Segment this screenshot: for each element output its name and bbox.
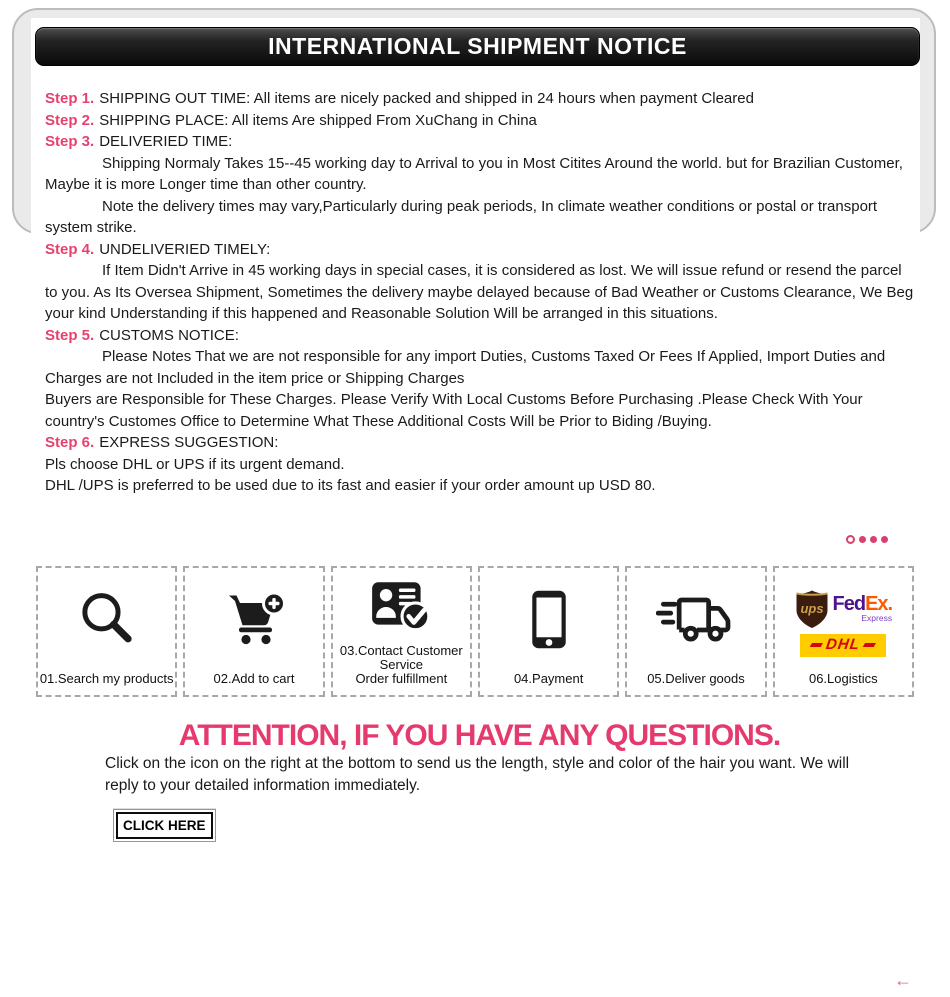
click-here-button[interactable]: CLICK HERE (113, 809, 216, 843)
step-6 (45, 432, 914, 454)
carousel-dot-icon (846, 535, 855, 544)
step-3-paragraph-1: Shipping Normaly Takes 15--45 working day to Arrival to you in Most Citites Around the world. but for Brazilian Customer, Maybe it is more Longer time than other country. (45, 154, 903, 193)
step-1 (45, 88, 914, 110)
delivery-truck-icon (627, 568, 764, 672)
step-4 (45, 239, 914, 261)
attention-body: Click on the icon on the right at the bottom to send us the length, style and color of the hair you want. We will reply to your detailed information immediately. (105, 754, 850, 794)
step-3-heading: DELIVERIED TIME: (99, 133, 233, 150)
step-4-label: Step 4. (45, 240, 95, 258)
step-5 (45, 325, 914, 347)
ups-logo-icon (795, 589, 829, 629)
page-title: INTERNATIONAL SHIPMENT NOTICE (268, 33, 687, 59)
step-1-label: Step 1. (45, 90, 95, 107)
process-label-add-to-cart: 02.Add to cart (213, 670, 295, 686)
step-3 (45, 131, 914, 153)
dhl-logo-icon: DHL (800, 634, 886, 657)
process-box-deliver (625, 566, 766, 697)
step-3-paragraph-2: Note the delivery times may vary,Particularly during peak periods, In climate weather conditions or postal or transport system strike. (45, 197, 878, 236)
step-6-label: Step 6. (45, 434, 95, 451)
cart-plus-icon (185, 568, 322, 672)
fedex-logo-icon: FedEx. Express (832, 593, 893, 624)
process-label-deliver: 05.Deliver goods (647, 670, 745, 686)
attention-heading: ATTENTION, IF YOU HAVE ANY QUESTIONS. (178, 718, 781, 752)
step-6-heading: EXPRESS SUGGESTION: (99, 434, 279, 451)
step-3-label: Step 3. (45, 133, 95, 150)
carousel-dots (45, 535, 914, 543)
step-6-line-1: Pls choose DHL or UPS if its urgent demand. (45, 455, 345, 473)
process-label-logistics: 06.Logistics (808, 670, 878, 686)
process-box-contact (331, 566, 472, 697)
process-box-payment (478, 566, 619, 697)
step-2-heading: SHIPPING PLACE: All items Are shipped From XuChang in China (99, 111, 537, 129)
process-label-contact: 03.Contact Customer Service Order fulfillment (339, 642, 463, 686)
carousel-dot-icon (859, 536, 866, 543)
logistics-logos (775, 568, 912, 672)
smartphone-icon (480, 568, 617, 672)
process-label-payment: 04.Payment (513, 670, 584, 686)
process-label-search: 01.Search my products (39, 670, 174, 686)
step-5-label: Step 5. (45, 326, 95, 344)
notice-title-bar (35, 27, 920, 66)
process-box-search (36, 566, 177, 697)
magnifier-icon (38, 568, 175, 672)
step-4-heading: UNDELIVERIED TIMELY: (99, 240, 271, 258)
step-5-heading: CUSTOMS NOTICE: (99, 326, 239, 344)
step-4-paragraph-1: If Item Didn't Arrive in 45 working days in special cases, it is considered as lost. We will issue refund or resend the parcel to you. As Its Oversea Shipment, Sometimes the delivery maybe delayed because of Bad Weather or Customs Clearance, We Beg your kind Understanding if this happened and Reasonable Solution Will be arranged in this situations. (45, 262, 914, 322)
step-1-heading: SHIPPING OUT TIME: All items are nicely packed and shipped in 24 hours when payment Cleared (99, 90, 754, 107)
process-steps-row (36, 566, 914, 697)
id-card-check-icon (333, 568, 470, 644)
svg-text:ups: ups (799, 600, 824, 616)
step-2-label: Step 2. (45, 111, 95, 129)
step-5-paragraph-1: Please Notes That we are not responsible for any import Duties, Customs Taxed Or Fees If Applied, Import Duties and Charges are not Included in the item price or Shipping Charges (45, 348, 886, 387)
carousel-dot-icon (870, 536, 877, 543)
step-2 (45, 110, 914, 132)
step-6-line-2: DHL /UPS is preferred to be used due to its fast and easier if your order amount up USD 80. (45, 477, 656, 494)
carousel-dot-icon (881, 536, 888, 543)
process-box-logistics (773, 566, 914, 697)
process-box-add-to-cart (183, 566, 324, 697)
step-5-paragraph-2: Buyers are Responsible for These Charges. Please Verify With Local Customs Before Purchasing .Please Check With Your country's Customes Office to Determine What These Additional Costs Will be Prior to Biding /Buying. (45, 391, 863, 430)
left-arrow-icon: ← (894, 970, 912, 990)
